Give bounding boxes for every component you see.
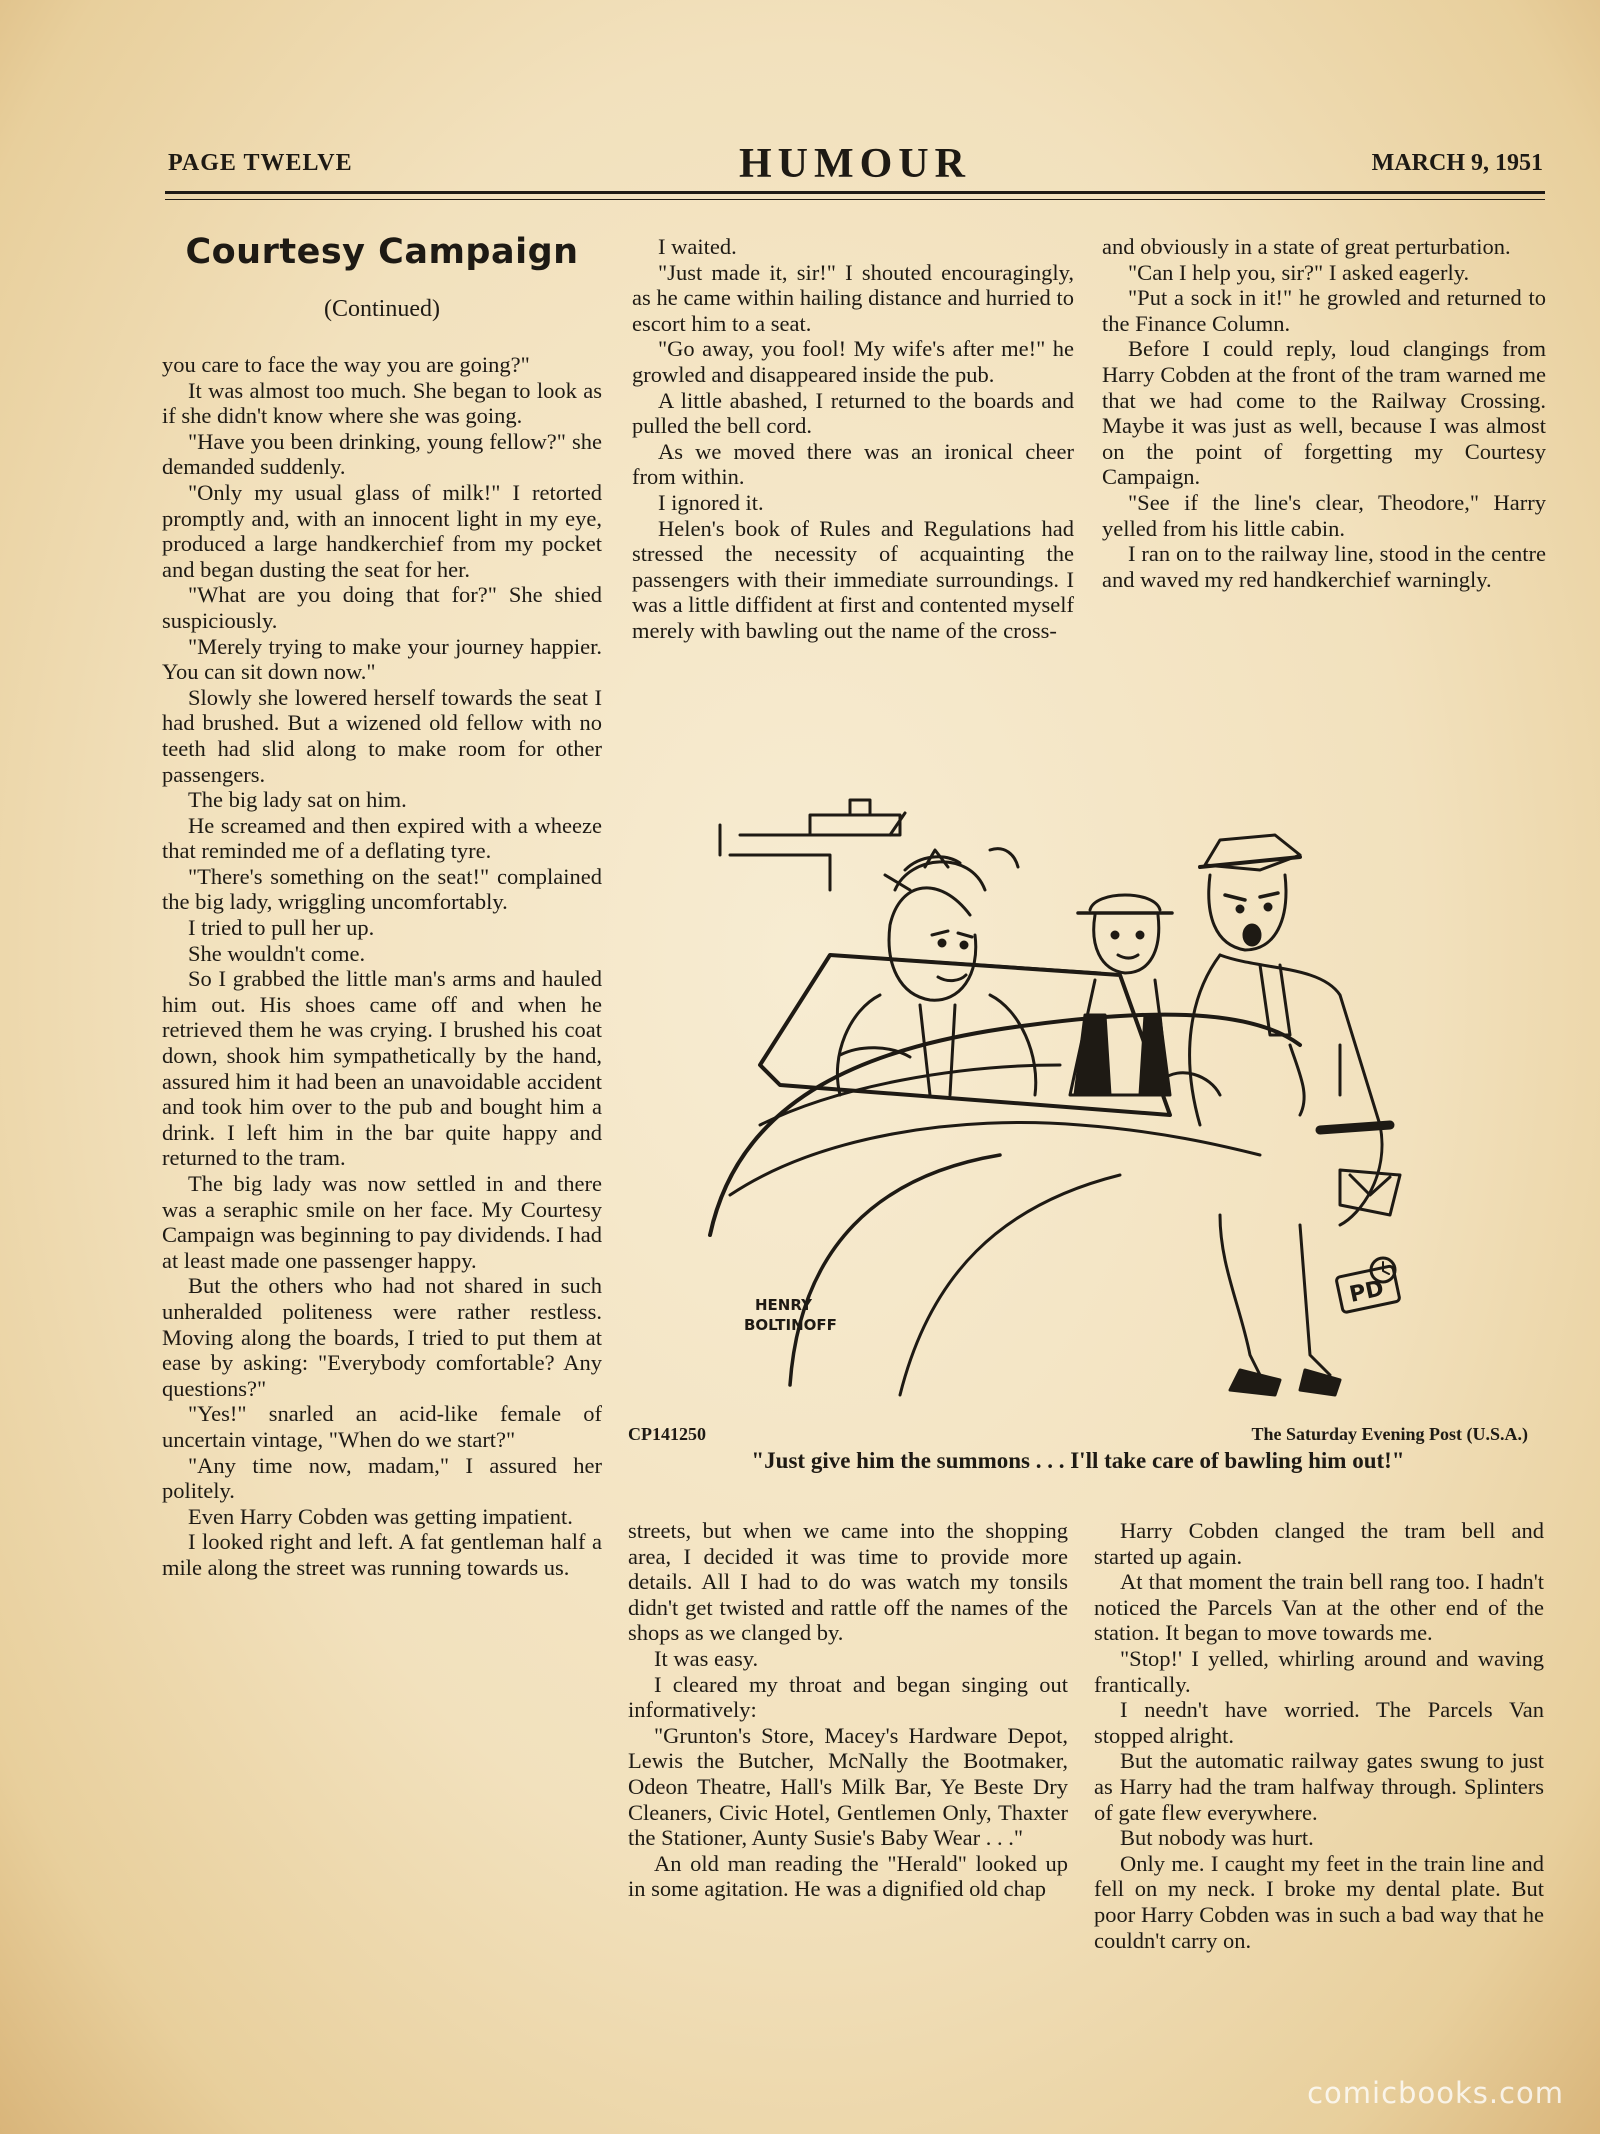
paragraph: and obviously in a state of great perturbation.: [1102, 234, 1511, 259]
artist-signature: BOLTINOFF: [744, 1316, 837, 1334]
story-subtitle: (Continued): [324, 296, 440, 322]
paragraph: It was almost too much. She began to look as if she didn't know where she was going.: [162, 377, 602, 429]
text-column-3: [1102, 234, 1546, 592]
paragraph: But nobody was hurt.: [1120, 1825, 1314, 1851]
paragraph: She wouldn't come.: [188, 940, 366, 966]
paragraph: "Have you been drinking, young fellow?" she demanded suddenly.: [162, 428, 602, 480]
issue-date: MARCH 9, 1951: [1371, 150, 1543, 176]
text-column-2: [632, 234, 1074, 644]
paragraph: Before I could reply, loud clangings from Harry Cobden at the front of the tram warned me that we had come to the Railway Crossing. Maybe it was just as well, because I was almost on the point of forgetting my Courtesy Campaign.: [1102, 336, 1546, 490]
paragraph: "Grunton's Store, Macey's Hardware Depot, Lewis the Butcher, McNally the Bootmaker, Odeon Theatre, Hall's Milk Bar, Ye Beste Dry Cleaners, Civic Hotel, Gentlemen Only, Thaxter the Stationer, Aunty Susie's Baby Wear . . .": [628, 1722, 1068, 1851]
cartoon-illustration: [700, 795, 1480, 1400]
cartoon-source: The Saturday Evening Post (U.S.A.): [1251, 1424, 1528, 1444]
header-rule-thick: [165, 191, 1545, 194]
paragraph: I cleared my throat and began singing out informatively:: [628, 1671, 1068, 1723]
page-header: [165, 140, 1545, 190]
paragraph: Only me. I caught my feet in the train line and fell on my neck. I broke my dental plate. But poor Harry Cobden was in such a bad way that he couldn't carry on.: [1094, 1850, 1544, 1953]
police-badge-label: PD: [1347, 1276, 1387, 1308]
paragraph: "Stop!' I yelled, whirling around and waving frantically.: [1094, 1645, 1544, 1697]
paragraph: "See if the line's clear, Theodore," Harry yelled from his little cabin.: [1102, 489, 1546, 541]
paragraph: "Yes!" snarled an acid-like female of uncertain vintage, "When do we start?": [162, 1401, 602, 1452]
paragraph: So I grabbed the little man's arms and hauled him out. His shoes came off and when he retrieved them he was crying. I brushed his coat down, shook him sympathetically by the hand, assured him it had been an unavoidable accident and took him over to the pub and bought him a drink. I left him in the bar quite happy and returned to the tram.: [162, 966, 602, 1171]
cartoon-code: CP141250: [628, 1424, 706, 1444]
story-title: Courtesy Campaign: [185, 232, 579, 272]
text-column-1: [162, 352, 602, 1581]
paragraph: you care to face the way you are going?": [162, 352, 530, 377]
paragraph: "There's something on the seat!" complained the big lady, wriggling uncomfortably.: [162, 863, 602, 915]
paragraph: The big lady sat on him.: [188, 787, 407, 813]
paragraph: "Just made it, sir!" I shouted encouragingly, as he came within hailing distance and hurried to escort him to a seat.: [632, 259, 1074, 336]
page-number: PAGE TWELVE: [168, 150, 353, 176]
paragraph: "Merely trying to make your journey happier. You can sit down now.": [162, 633, 602, 685]
paragraph: "Go away, you fool! My wife's after me!" he growled and disappeared inside the pub.: [632, 336, 1074, 387]
text-column-5: [1094, 1518, 1544, 1953]
paragraph: I tried to pull her up.: [188, 915, 375, 941]
paragraph: Helen's book of Rules and Regulations had stressed the necessity of acquainting the passengers with their immediate surroundings. I was a little diffident at first and contented myself merely with bawling out the name of the cross-: [632, 515, 1074, 643]
paragraph: I looked right and left. A fat gentleman half a mile along the street was running towards us.: [162, 1529, 602, 1580]
paragraph: The big lady was now settled in and there was a seraphic smile on her face. My Courtesy Campaign was beginning to pay dividends. I had at least made one passenger happy.: [162, 1171, 602, 1273]
paragraph: "Can I help you, sir?" I asked eagerly.: [1128, 259, 1470, 285]
paragraph: Slowly she lowered herself towards the seat I had brushed. But a wizened old fellow with no teeth had slid along to make room for other passengers.: [162, 684, 602, 787]
paragraph: I waited.: [658, 234, 737, 259]
paragraph: I ignored it.: [658, 489, 764, 515]
paragraph: Harry Cobden clanged the tram bell and started up again.: [1094, 1518, 1544, 1569]
site-watermark: comicbooks.com: [1307, 2076, 1564, 2110]
paragraph: At that moment the train bell rang too. I hadn't noticed the Parcels Van at the other end of the station. It began to move towards me.: [1094, 1569, 1544, 1646]
paragraph: But the others who had not shared in such unheralded politeness were rather restless. Moving along the boards, I tried to put them at ease by asking: "Everybody comfortable? Any questions?": [162, 1273, 602, 1401]
header-rule-thin: [165, 199, 1545, 200]
artist-signature: HENRY: [755, 1296, 812, 1314]
paragraph: But the automatic railway gates swung to just as Harry had the tram halfway through. Splinters of gate flew everywhere.: [1094, 1748, 1544, 1825]
paragraph: As we moved there was an ironical cheer from within.: [632, 438, 1074, 490]
paragraph: streets, but when we came into the shopping area, I decided it was time to provide more details. All I had to do was watch my tonsils didn't get twisted and rattle off the names of the shops as we clanged by.: [628, 1518, 1068, 1646]
paragraph: An old man reading the "Herald" looked up in some agitation. He was a dignified old chap: [628, 1850, 1068, 1902]
paragraph: A little abashed, I returned to the boards and pulled the bell cord.: [632, 387, 1074, 439]
cartoon-caption: "Just give him the summons . . . I'll take care of bawling him out!": [751, 1448, 1405, 1473]
paragraph: I ran on to the railway line, stood in the centre and waved my red handkerchief warningly.: [1102, 541, 1546, 592]
paragraph: Even Harry Cobden was getting impatient.: [188, 1503, 573, 1529]
magazine-title: HUMOUR: [739, 141, 971, 187]
paragraph: "Any time now, madam," I assured her politely.: [162, 1452, 602, 1504]
paragraph: "Only my usual glass of milk!" I retorted promptly and, with an innocent light in my eye, produced a large handkerchief from my pocket and began dusting the seat for her.: [162, 479, 602, 582]
text-column-4: [628, 1518, 1068, 1902]
paragraph: It was easy.: [654, 1645, 759, 1671]
paragraph: He screamed and then expired with a wheeze that reminded me of a deflating tyre.: [162, 812, 602, 864]
paragraph: "What are you doing that for?" She shied suspiciously.: [162, 582, 602, 633]
paragraph: "Put a sock in it!" he growled and returned to the Finance Column.: [1102, 285, 1546, 336]
paragraph: I needn't have worried. The Parcels Van stopped alright.: [1094, 1697, 1544, 1748]
